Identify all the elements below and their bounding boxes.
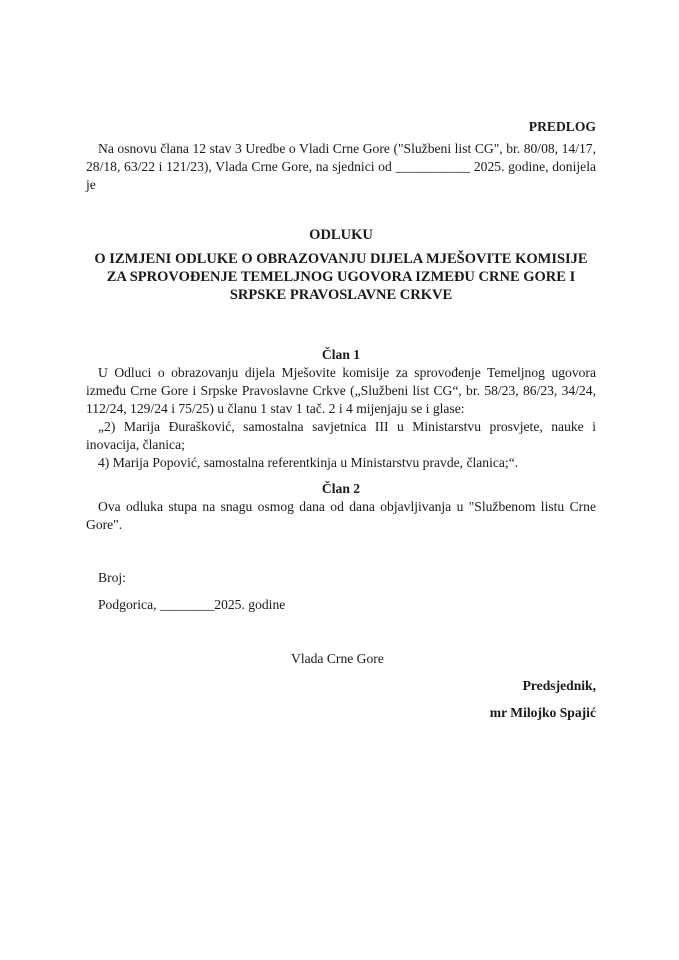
article-2-paragraph: Ova odluka stupa na snagu osmog dana od dana objavljivanja u "Službenom listu Crne Gore". xyxy=(86,499,596,532)
article-1-paragraph: 4) Marija Popović, samostalna referentkinja u Ministarstvu pravde, članica;“. xyxy=(98,455,519,470)
decision-title: ODLUKU xyxy=(309,227,373,243)
proposal-label: PREDLOG xyxy=(528,119,596,134)
article-1-paragraph: U Odluci o obrazovanju dijela Mješovite komisije za sprovođenje Temeljnog ugovora između Crne Gore i Srpske Pravoslavne Crkve („Službeni list CG“, br. 58/23, 86/23, 34/24, 112/24, 129/24 i 75/25) u članu 1 stav 1 tač. 2 i 4 mijenjaju se i glase: xyxy=(86,365,596,416)
preamble-text: Na osnovu člana 12 stav 3 Uredbe o Vladi Crne Gore ("Službeni list CG", br. 80/08, 14/17, 28/18, 63/22 i 121/23), Vlada Crne Gore, na sjednici od ___________ 2025. godine, donijela je xyxy=(86,141,596,192)
place-date: Podgorica, ________2025. godine xyxy=(98,597,286,612)
article-2-body xyxy=(86,498,596,534)
article-1-paragraph: „2) Marija Đurašković, samostalna savjetnica III u Ministarstvu prosvjete, nauke i inovacija, članica; xyxy=(86,419,596,452)
president-name: mr Milojko Spajić xyxy=(489,705,596,720)
number-label: Broj: xyxy=(98,570,126,585)
decision-subtitle: O IZMJENI ODLUKE O OBRAZOVANJU DIJELA MJEŠOVITE KOMISIJE ZA SPROVOĐENJE TEMELJNOG UGOVORA IZMEĐU CRNE GORE I SRPSKE PRAVOSLAVNE CRKVE xyxy=(94,251,588,303)
article-1-heading: Član 1 xyxy=(321,347,361,362)
article-1-body xyxy=(86,364,596,472)
preamble xyxy=(86,140,596,194)
government-name: Vlada Crne Gore xyxy=(291,651,384,666)
president-title: Predsjednik, xyxy=(522,678,596,693)
article-2-heading: Član 2 xyxy=(321,481,361,496)
